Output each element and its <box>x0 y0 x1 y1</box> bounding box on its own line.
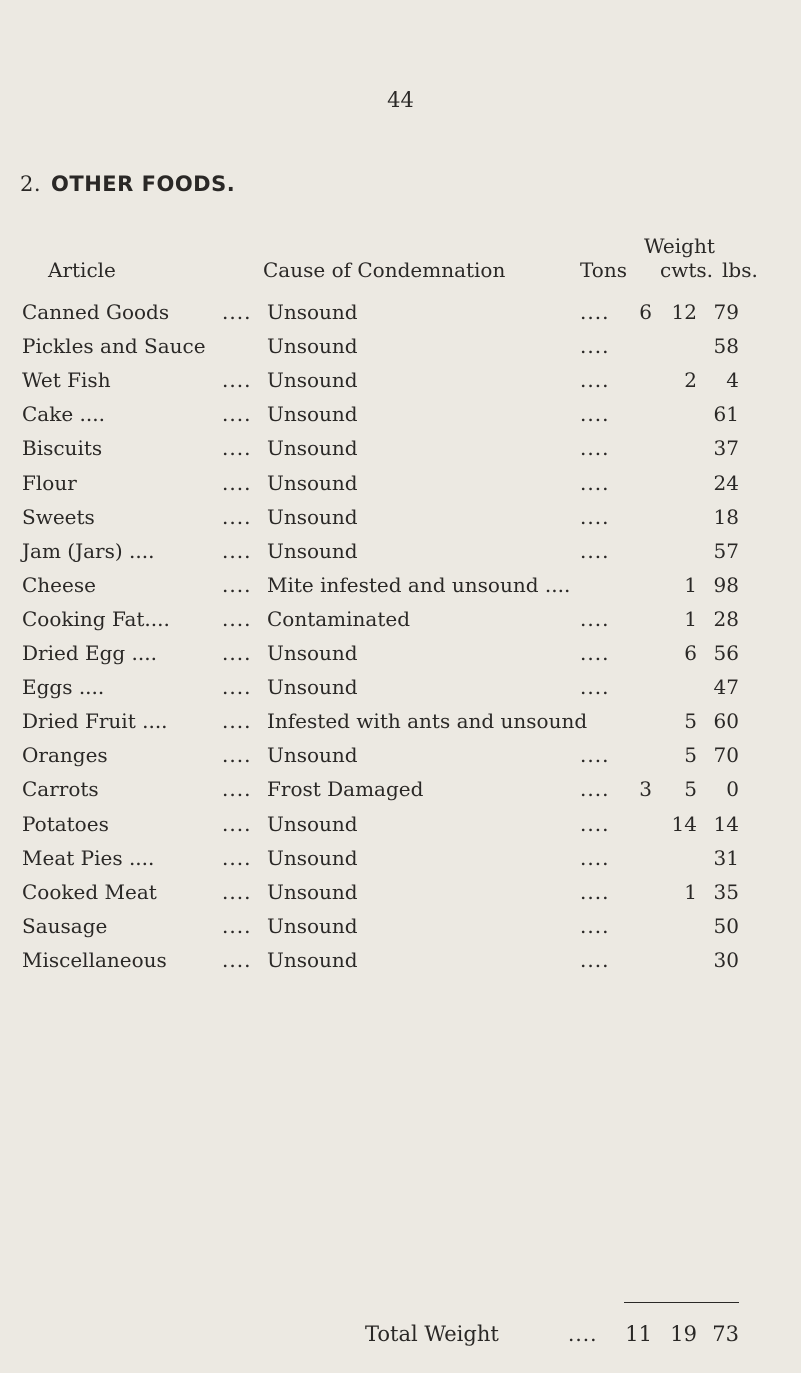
leader-dots: .... <box>222 300 252 324</box>
table-row <box>0 300 801 334</box>
table-row <box>0 812 801 846</box>
tons-cell: 3 <box>639 777 652 801</box>
leader-dots: .... <box>580 846 610 870</box>
leader-dots: .... <box>580 471 610 495</box>
lbs-cell: 4 <box>726 368 739 392</box>
lbs-cell: 0 <box>726 777 739 801</box>
cause-cell: Unsound <box>267 948 358 972</box>
cause-cell: Unsound <box>267 914 358 938</box>
leader-dots: .... <box>580 743 610 767</box>
leader-dots: .... <box>580 675 610 699</box>
cause-cell: Unsound <box>267 505 358 529</box>
leader-dots: .... <box>580 812 610 836</box>
leader-dots: .... <box>580 948 610 972</box>
tons-cell: 6 <box>639 300 652 324</box>
leader-dots: .... <box>222 709 252 733</box>
table-row <box>0 607 801 641</box>
leader-dots: .... <box>222 743 252 767</box>
cwts-cell: 1 <box>684 573 697 597</box>
table-row <box>0 880 801 914</box>
leader-dots: .... <box>580 607 610 631</box>
total-rule <box>624 1302 739 1303</box>
leader-dots: .... <box>222 573 252 597</box>
cwts-cell: 5 <box>684 709 697 733</box>
cwts-cell: 5 <box>684 777 697 801</box>
article-cell: Dried Fruit .... <box>22 709 168 733</box>
cause-cell: Unsound <box>267 675 358 699</box>
article-cell: Miscellaneous <box>22 948 167 972</box>
lbs-cell: 70 <box>713 743 739 767</box>
leader-dots: .... <box>222 505 252 529</box>
lbs-cell: 18 <box>713 505 739 529</box>
section-number: 2. <box>20 172 42 196</box>
lbs-cell: 98 <box>713 573 739 597</box>
table-row <box>0 334 801 368</box>
cause-cell: Unsound <box>267 743 358 767</box>
table-row <box>0 709 801 743</box>
cause-cell: Unsound <box>267 641 358 665</box>
leader-dots: .... <box>222 846 252 870</box>
weight-header: Weight <box>644 234 715 258</box>
article-cell: Cooking Fat.... <box>22 607 170 631</box>
leader-dots: .... <box>222 777 252 801</box>
section-heading <box>20 172 235 196</box>
leader-dots: .... <box>222 402 252 426</box>
lbs-cell: 47 <box>713 675 739 699</box>
leader-dots: .... <box>222 368 252 392</box>
leader-dots: .... <box>580 436 610 460</box>
cwts-cell: 12 <box>671 300 697 324</box>
article-cell: Canned Goods <box>22 300 170 324</box>
cause-cell: Unsound <box>267 539 358 563</box>
cause-cell: Unsound <box>267 334 358 358</box>
article-cell: Cooked Meat <box>22 880 157 904</box>
table-row <box>0 471 801 505</box>
leader-dots: .... <box>580 334 610 358</box>
total-lbs: 73 <box>712 1322 739 1346</box>
leader-dots: .... <box>580 880 610 904</box>
cause-cell: Mite infested and unsound .... <box>267 573 571 597</box>
lbs-cell: 57 <box>713 539 739 563</box>
table-row <box>0 777 801 811</box>
lbs-cell: 56 <box>713 641 739 665</box>
leader-dots: .... <box>580 505 610 529</box>
table-row <box>0 539 801 573</box>
cause-cell: Contaminated <box>267 607 411 631</box>
cwts-cell: 14 <box>671 812 697 836</box>
leader-dots: .... <box>580 914 610 938</box>
total-label: Total Weight <box>365 1322 499 1346</box>
table-row <box>0 948 801 982</box>
cwts-cell: 6 <box>684 641 697 665</box>
lbs-cell: 79 <box>713 300 739 324</box>
leader-dots: .... <box>580 368 610 392</box>
leader-dots: .... <box>580 300 610 324</box>
leader-dots: .... <box>580 402 610 426</box>
table-row <box>0 436 801 470</box>
cwts-cell: 1 <box>684 880 697 904</box>
article-cell: Carrots <box>22 777 99 801</box>
cause-cell: Unsound <box>267 880 358 904</box>
leader-dots: .... <box>222 914 252 938</box>
cause-cell: Infested with ants and unsound <box>267 709 588 733</box>
cause-cell: Unsound <box>267 368 358 392</box>
total-cwts: 19 <box>670 1322 697 1346</box>
lbs-cell: 35 <box>713 880 739 904</box>
cause-cell: Unsound <box>267 471 358 495</box>
article-cell: Cake .... <box>22 402 105 426</box>
cwts-cell: 5 <box>684 743 697 767</box>
table-row <box>0 846 801 880</box>
cwts-cell: 1 <box>684 607 697 631</box>
lbs-cell: 24 <box>713 471 739 495</box>
leader-dots: .... <box>580 539 610 563</box>
lbs-header: lbs. <box>722 258 758 282</box>
lbs-cell: 30 <box>713 948 739 972</box>
table-row <box>0 675 801 709</box>
article-cell: Cheese <box>22 573 96 597</box>
table-row <box>0 914 801 948</box>
article-cell: Meat Pies .... <box>22 846 155 870</box>
cwts-header: cwts. <box>660 258 713 282</box>
cwts-cell: 2 <box>684 368 697 392</box>
lbs-cell: 60 <box>713 709 739 733</box>
cause-cell: Unsound <box>267 436 358 460</box>
cause-header: Cause of Condemnation <box>263 258 506 282</box>
leader-dots: .... <box>222 539 252 563</box>
tons-header: Tons <box>580 258 627 282</box>
leader-dots: .... <box>222 436 252 460</box>
table-row <box>0 505 801 539</box>
article-cell: Potatoes <box>22 812 109 836</box>
lbs-cell: 14 <box>713 812 739 836</box>
cause-cell: Unsound <box>267 402 358 426</box>
table-row <box>0 641 801 675</box>
leader-dots: .... <box>222 948 252 972</box>
article-header: Article <box>48 258 116 282</box>
lbs-cell: 61 <box>713 402 739 426</box>
total-dots: .... <box>568 1322 598 1346</box>
total-tons: 11 <box>625 1322 652 1346</box>
article-cell: Pickles and Sauce <box>22 334 206 358</box>
article-cell: Oranges <box>22 743 108 767</box>
leader-dots: .... <box>222 471 252 495</box>
cause-cell: Frost Damaged <box>267 777 424 801</box>
lbs-cell: 37 <box>713 436 739 460</box>
table-row <box>0 402 801 436</box>
leader-dots: .... <box>222 812 252 836</box>
cause-cell: Unsound <box>267 846 358 870</box>
leader-dots: .... <box>222 880 252 904</box>
lbs-cell: 31 <box>713 846 739 870</box>
leader-dots: .... <box>580 641 610 665</box>
lbs-cell: 58 <box>713 334 739 358</box>
article-cell: Sweets <box>22 505 95 529</box>
page-number: 44 <box>387 88 414 112</box>
article-cell: Eggs .... <box>22 675 105 699</box>
article-cell: Sausage <box>22 914 108 938</box>
cause-cell: Unsound <box>267 812 358 836</box>
lbs-cell: 50 <box>713 914 739 938</box>
article-cell: Dried Egg .... <box>22 641 157 665</box>
lbs-cell: 28 <box>713 607 739 631</box>
article-cell: Jam (Jars) .... <box>22 539 155 563</box>
table-row <box>0 743 801 777</box>
leader-dots: .... <box>222 675 252 699</box>
section-title: OTHER FOODS. <box>51 172 236 196</box>
article-cell: Flour <box>22 471 77 495</box>
leader-dots: .... <box>580 777 610 801</box>
leader-dots: .... <box>222 641 252 665</box>
cause-cell: Unsound <box>267 300 358 324</box>
table-row <box>0 573 801 607</box>
article-cell: Biscuits <box>22 436 103 460</box>
article-cell: Wet Fish <box>22 368 111 392</box>
table-row <box>0 368 801 402</box>
leader-dots: .... <box>222 607 252 631</box>
